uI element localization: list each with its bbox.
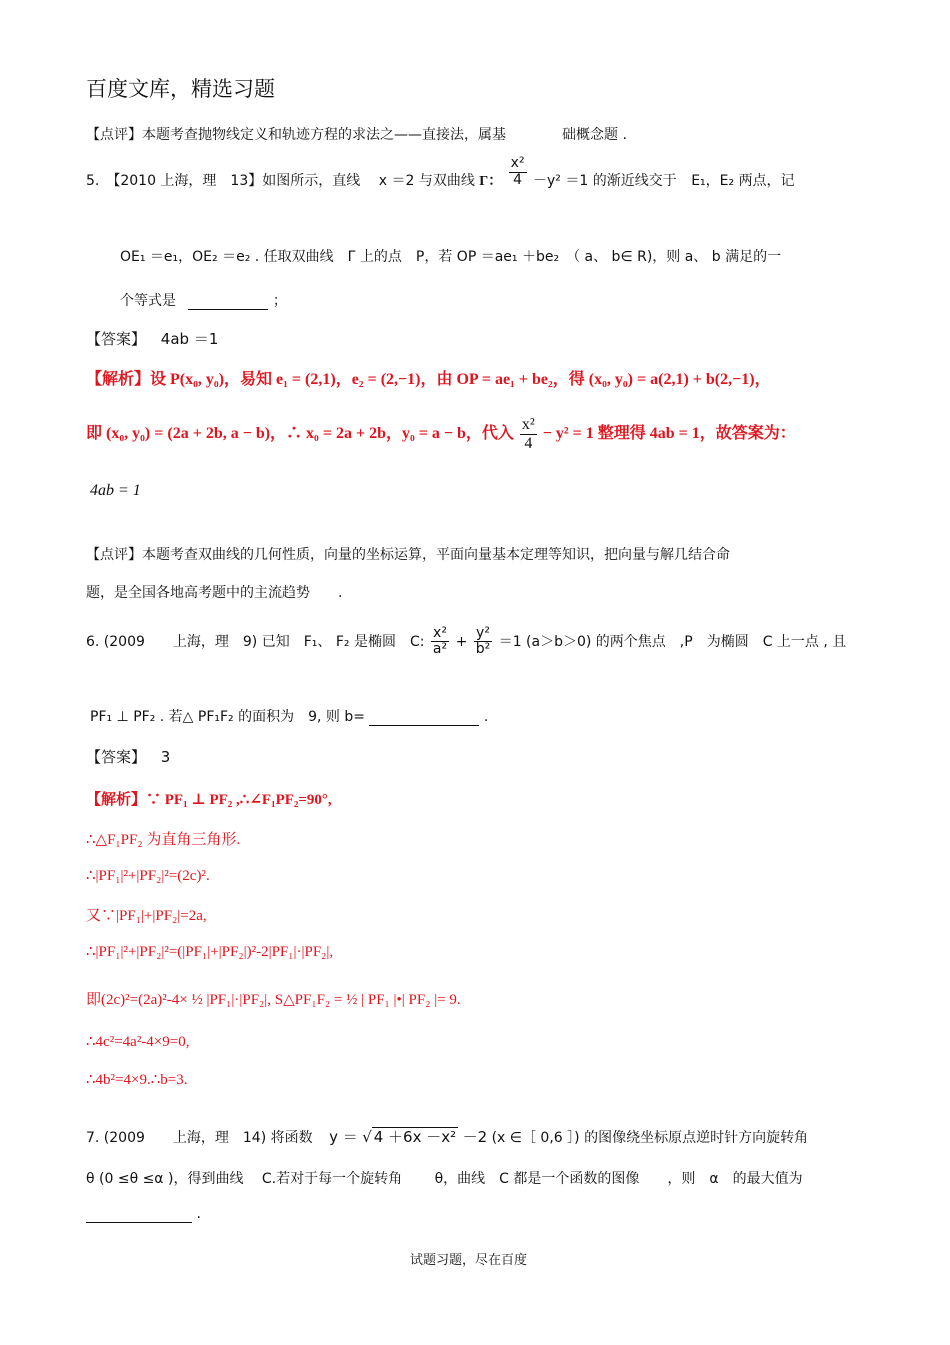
q6-ellipse-tail: ＝1 (a＞b＞0) 的两个焦点 ,P 为椭圆 C 上一点 , 且 xyxy=(498,633,847,650)
q5-line3-end: ； xyxy=(272,293,287,309)
q5-fraction: $\frac{\text{x²}}{4}$ xyxy=(510,155,525,188)
q7-domain: (x ∈［ 0,6 ］) 的图像绕坐标原点逆时针方向旋转角 xyxy=(491,1130,809,1146)
q5-line2: OE₁ ＝e₁，OE₂ ＝e₂ . 任取双曲线 Γ 上的点 P，若 OP ＝ae₁ ＋be₂ （ a、 b∈ R)，则 a、 b 满足的一 xyxy=(120,249,782,265)
q5-points-tail: 两点，记 xyxy=(738,173,795,189)
q5-answer-value: 4ab ＝1 xyxy=(160,330,219,348)
q5-tail: －y² ＝1 的渐近线交于 xyxy=(533,173,677,189)
q6-analysis-line: ∴|PF₁|²+|PF₂|²=(|PF₁|+|PF₂|)²-2|PF₁|·|PF₂|, xyxy=(86,944,334,960)
q5-analysis-2a: 即 (x₀, y₀) = (2a + 2b, a − b)，∴ x₀ = 2a + 2b，y₀ = a − b，代入 xyxy=(86,424,514,442)
q6-line2 xyxy=(90,706,488,726)
q6-analysis-line: ∴△F₁PF₂ 为直角三角形. xyxy=(86,832,241,848)
q6-answer-blank xyxy=(369,709,479,726)
q5-analysis-line1: 【解析】设 P(x₀, y₀)，易知 e₁ = (2,1)，e₂ = (2,−1)，由 OP = ae₁ + be₂，得 (x₀, y₀) = a(2,1) + b(2,−1)， xyxy=(86,371,771,388)
q6-answer xyxy=(86,746,170,767)
q5-analysis-fraction: $\frac{\text{x²}}{4}$ xyxy=(521,416,535,452)
q5-line-eq: x ＝2 xyxy=(378,173,415,189)
q7-line2: θ (0 ≤θ ≤α )，得到曲线 C.若对于每一个旋转角 θ，曲线 C 都是一个函数的图像 ，则 α 的最大值为 xyxy=(86,1171,803,1187)
q6-analysis-line: ∴4b²=4×9.∴b=3. xyxy=(86,1072,188,1088)
q6-analysis xyxy=(86,788,461,1108)
q5-points: E₁，E₂ xyxy=(691,173,735,189)
q6-analysis-line: 又∵|PF₁|+|PF₂|=2a, xyxy=(86,908,207,924)
q6-line2-end: . xyxy=(483,709,489,725)
q6-line1: 6. (2009 上海，理 9) 已知 F₁、 F₂ 是椭圆 C: $\frac{\text{x²}}{\text{a²}}$ + $\frac{\text{y²}}{\text{b²}}$ ＝1 (a＞b＞0) 的两个焦点 ,P 为椭圆 C 上一点 , 且 xyxy=(86,625,847,658)
q6-line2-text: PF₁ ⊥ PF₂ . 若△ PF₁F₂ 的面积为 9, 则 b= xyxy=(90,709,365,725)
q5-line1 xyxy=(86,155,795,190)
q6-frac-y: $\frac{\text{y²}}{\text{b²}}$ xyxy=(475,625,491,658)
page-footer: 试题习题，尽在百度 xyxy=(410,1253,528,1268)
q5-mid: 与双曲线 xyxy=(418,173,475,189)
q5-analysis-line3: 4ab = 1 xyxy=(90,482,141,499)
q7-func-tail: －2 xyxy=(462,1128,488,1146)
q5-answer xyxy=(86,328,218,349)
q5-answer-blank xyxy=(188,293,268,310)
q6-frac-x: $\frac{\text{x²}}{\text{a²}}$ xyxy=(432,625,448,658)
q7-sqrt-body: 4 ＋6x －x² xyxy=(373,1128,457,1146)
q4-review: 【点评】本题考查抛物线定义和轨迹方程的求法之——直接法，属基 础概念题 . xyxy=(86,127,627,143)
q5-review-line2: 题，是全国各地高考题中的主流趋势 . xyxy=(86,585,343,601)
q6-analysis-line: 即(2c)²=(2a)²-4× ½ |PF₁|·|PF₂|, S△PF₁F₂ = ½ | PF₁ |•| PF₂ |= 9. xyxy=(86,992,461,1008)
q7-func: y ＝ xyxy=(329,1128,358,1146)
q7-line3-end: . xyxy=(196,1206,201,1222)
q6-analysis-line: ∴4c²=4a²-4×9=0, xyxy=(86,1034,190,1050)
q5-curve-name: Γ： xyxy=(479,174,503,189)
q6-prefix: 6. (2009 上海，理 9) 已知 F₁、 F₂ 是椭圆 C: xyxy=(86,633,425,650)
q6-answer-label: 【答案】 xyxy=(86,748,147,766)
q6-analysis-line: 【解析】∵ PF₁ ⊥ PF₂ ,∴∠F₁PF₂=90°, xyxy=(86,792,332,808)
q5-prefix: 5. 【2010 上海，理 13】如图所示，直线 xyxy=(86,173,361,189)
q5-review-line1: 【点评】本题考查双曲线的几何性质，向量的坐标运算，平面向量基本定理等知识，把向量与解几结合命 xyxy=(86,547,730,563)
q5-line3-text: 个等式是 xyxy=(120,293,176,309)
q6-analysis-line: ∴|PF₁|²+|PF₂|²=(2c)². xyxy=(86,868,210,884)
q7-answer-blank xyxy=(86,1206,192,1223)
q7-line1: 7. (2009 上海，理 14) 将函数 y ＝ √ 4 ＋6x －x² －2 (x ∈［ 0,6 ］) 的图像绕坐标原点逆时针方向旋转角 xyxy=(86,1128,809,1146)
q7-prefix: 7. (2009 上海，理 14) 将函数 xyxy=(86,1130,313,1146)
q5-line3 xyxy=(120,290,287,310)
q5-analysis-line2 xyxy=(86,416,796,452)
page-header-title: 百度文库，精选习题 xyxy=(86,77,275,101)
q6-answer-value: 3 xyxy=(160,748,171,766)
q5-analysis-2b: − y² = 1 整理得 4ab = 1，故答案为： xyxy=(542,424,796,442)
q7-line3 xyxy=(86,1206,201,1223)
q5-answer-label: 【答案】 xyxy=(86,330,147,348)
